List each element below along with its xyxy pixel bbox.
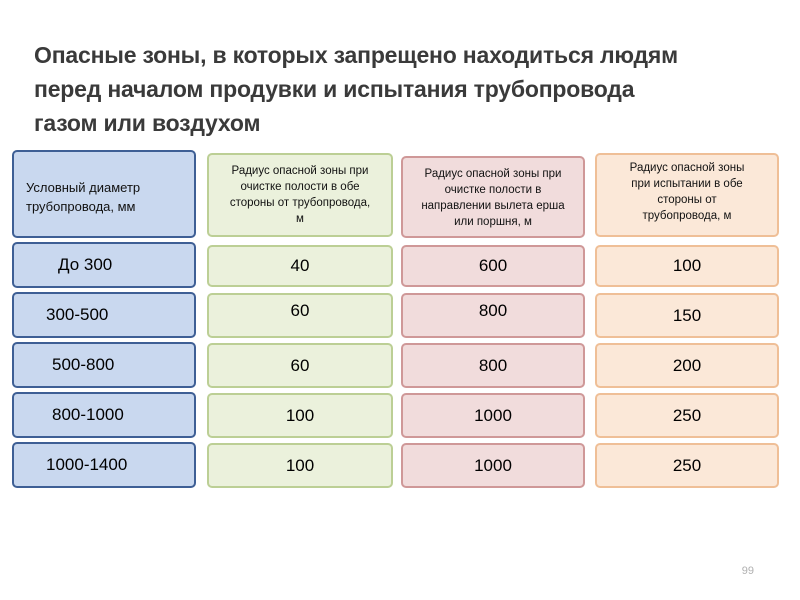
table-row-3-diameter xyxy=(12,342,196,388)
cell-text: 100 xyxy=(672,256,702,275)
table-row-4-both-sides xyxy=(207,393,393,438)
cell-text: 100 xyxy=(285,455,315,475)
cell-text: 1000 xyxy=(474,405,512,425)
table-row-5-test xyxy=(595,443,779,488)
table-row-2-test xyxy=(595,293,779,338)
cell-text: 600 xyxy=(478,256,508,275)
cell-text: До 300 xyxy=(58,255,113,274)
cell-text: 800-1000 xyxy=(52,405,124,424)
cell-text: 300-500 xyxy=(46,305,109,324)
cell-text: 100 xyxy=(285,405,315,425)
table-row-5-direction xyxy=(401,443,585,488)
header-test-both-sides: Радиус опасной зоны при испытании в обе стороны от трубопровода, м xyxy=(595,153,779,237)
table-row-4-direction xyxy=(401,393,585,438)
header-direction-cleaning: Радиус опасной зоны при очистке полости в направлении вылета ерша или поршня, м xyxy=(401,156,585,238)
header-both-sides-cleaning: Радиус опасной зоны при очистке полости в обе стороны от трубопровода, м xyxy=(207,153,393,237)
table-row-1-diameter xyxy=(12,242,196,288)
table-row-1-direction xyxy=(401,245,585,287)
cell-text: 500-800 xyxy=(52,355,115,374)
cell-text: 1000-1400 xyxy=(46,455,128,474)
cell-text: 60 xyxy=(290,355,310,375)
cell-text: 250 xyxy=(672,455,702,475)
cell-text: 200 xyxy=(672,355,702,375)
cell-text: 150 xyxy=(672,305,702,325)
table-row-5-diameter xyxy=(12,442,196,488)
cell-text: 800 xyxy=(478,301,508,320)
cell-text: 250 xyxy=(672,405,702,425)
table-row-2-both-sides xyxy=(207,293,393,338)
table-row-1-both-sides xyxy=(207,245,393,287)
cell-text: 40 xyxy=(290,256,310,275)
table-row-1-test xyxy=(595,245,779,287)
table-row-3-direction xyxy=(401,343,585,388)
slide-title: Опасные зоны, в которых запрещено находиться людям перед началом продувки и испытания трубопровода газом или воздухом xyxy=(34,42,678,136)
table-row-4-diameter xyxy=(12,392,196,438)
cell-text: 800 xyxy=(478,355,508,375)
table-row-5-both-sides xyxy=(207,443,393,488)
cell-text: 60 xyxy=(290,301,310,320)
table-row-2-diameter xyxy=(12,292,196,338)
table-row-4-test xyxy=(595,393,779,438)
table-row-3-test xyxy=(595,343,779,388)
page-number: 99 xyxy=(741,565,754,577)
table-row-2-direction xyxy=(401,293,585,338)
header-diameter: Условный диаметр трубопровода, мм xyxy=(12,150,196,238)
cell-text: 1000 xyxy=(474,455,512,475)
table-row-3-both-sides xyxy=(207,343,393,388)
